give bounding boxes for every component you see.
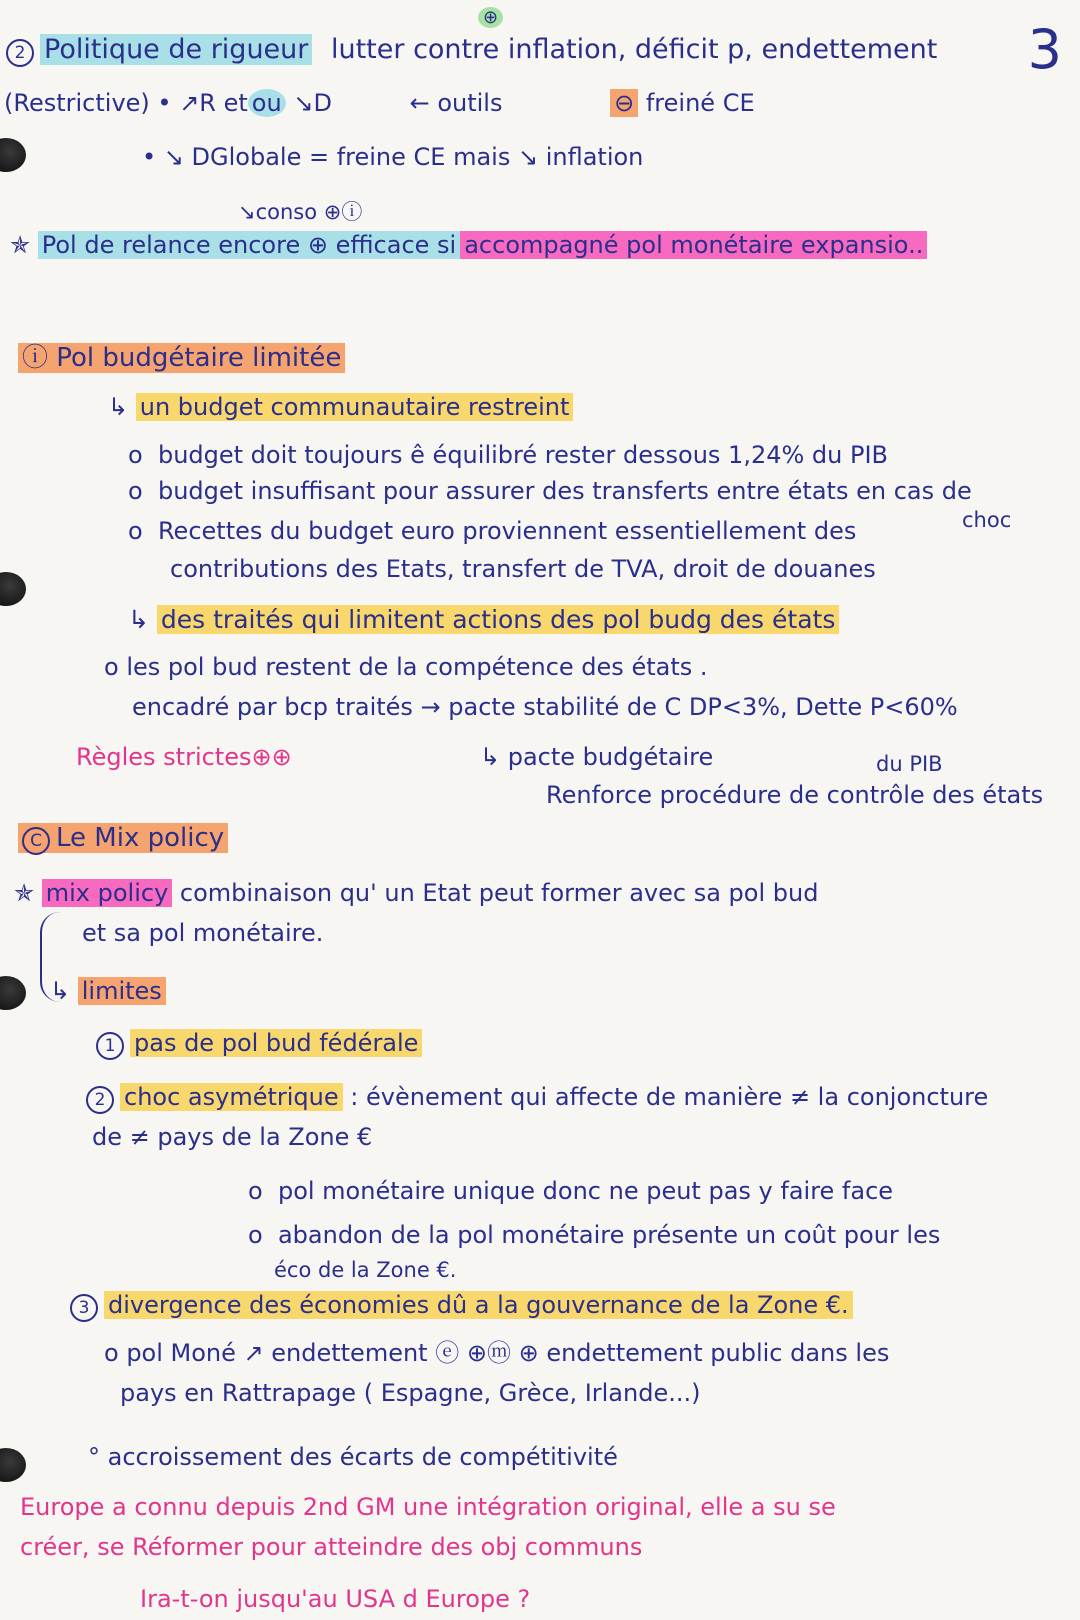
section-title: Politique de rigueur	[40, 34, 312, 65]
note-line: ↳ des traités qui limitent actions des pol budg des états	[128, 606, 839, 635]
note-line: ↳ limites	[50, 978, 166, 1006]
bullet-item: o Recettes du budget euro proviennent essentiellement des	[128, 517, 857, 545]
bullet-item: o budget insuffisant pour assurer des transferts entre états en cas de	[128, 477, 972, 505]
section-number: 2	[6, 39, 34, 67]
key-idea-line: ✯ mix policy combinaison qu' un Etat peut former avec sa pol bud	[14, 879, 819, 907]
note-line: encadré par bcp traités → pacte stabilité de C DP<3%, Dette P<60%	[132, 693, 958, 721]
binder-hole	[0, 1448, 26, 1482]
note-line: Règles strictes⊕⊕	[76, 743, 292, 771]
note-line: choc	[962, 508, 1012, 532]
numbered-item: 1 pas de pol bud fédérale	[96, 1030, 422, 1060]
note-line: (Restrictive) • ↗R et ou ↘D ← outils ⊖ freiné CE	[4, 89, 755, 117]
note-line: de ≠ pays de la Zone €	[92, 1123, 373, 1151]
bullet-item: o budget doit toujours ê équilibré rester dessous 1,24% du PIB	[128, 441, 889, 469]
binder-hole	[0, 138, 26, 172]
section-title-note: lutter contre inflation, déficit p, endettement	[330, 34, 938, 65]
note-line: ↳ un budget communautaire restreint	[108, 394, 573, 422]
bullet-item: o abandon de la pol monétaire présente un coût pour les	[248, 1221, 941, 1249]
note-line: contributions des Etats, transfert de TVA, droit de douanes	[170, 555, 876, 583]
arrow-icon: ↳	[128, 605, 149, 634]
note-line: Renforce procédure de contrôle des états	[546, 781, 1044, 809]
subsection-heading: C Le Mix policy	[18, 824, 228, 855]
conclusion-question: Ira-t-on jusqu'au USA d Europe ?	[140, 1585, 531, 1613]
note-line: et sa pol monétaire.	[82, 919, 324, 947]
note-line: ↘conso ⊕ⓘ	[238, 200, 363, 224]
arrow-icon: ↳	[108, 393, 129, 421]
arrow-icon: ↳	[50, 977, 71, 1005]
subsection-heading: ⓘ Pol budgétaire limitée	[18, 343, 345, 373]
bullet-item: ° accroissement des écarts de compétitivité	[88, 1443, 618, 1471]
note-line: du PIB	[876, 752, 943, 776]
plus-sign-note: ⊕	[478, 7, 503, 28]
section-number: C	[22, 827, 50, 855]
note-line: éco de la Zone €.	[274, 1258, 457, 1282]
note-line: • ↘ DGlobale = freine CE mais ↘ inflation	[142, 143, 644, 171]
key-idea-line: ✯ Pol de relance encore ⊕ efficace si accompagné pol monétaire expansio..	[10, 232, 927, 260]
numbered-item: 2 choc asymétrique : évènement qui affecte de manière ≠ la conjoncture	[86, 1084, 988, 1114]
note-line: pays en Rattrapage ( Espagne, Grèce, Irlande...)	[120, 1379, 701, 1407]
star-icon: ✯	[10, 231, 31, 259]
bullet-item: o pol monétaire unique donc ne peut pas y faire face	[248, 1177, 894, 1205]
binder-hole	[0, 572, 26, 606]
bullet-item: o pol Moné ↗ endettement ⓔ ⊕ⓜ ⊕ endettement public dans les	[104, 1339, 890, 1367]
page-number: 3	[1027, 18, 1062, 81]
star-icon: ✯	[14, 879, 35, 907]
conclusion-line: créer, se Réformer pour atteindre des obj communs	[20, 1533, 643, 1561]
binder-hole	[0, 976, 26, 1010]
section-2-heading	[6, 34, 937, 67]
conclusion-line: Europe a connu depuis 2nd GM une intégration original, elle a su se	[20, 1493, 836, 1521]
numbered-item: 3 divergence des économies dû a la gouvernance de la Zone €.	[70, 1292, 853, 1322]
note-line: ↳ pacte budgétaire	[480, 743, 714, 771]
note-line: o les pol bud restent de la compétence des états .	[104, 653, 708, 681]
